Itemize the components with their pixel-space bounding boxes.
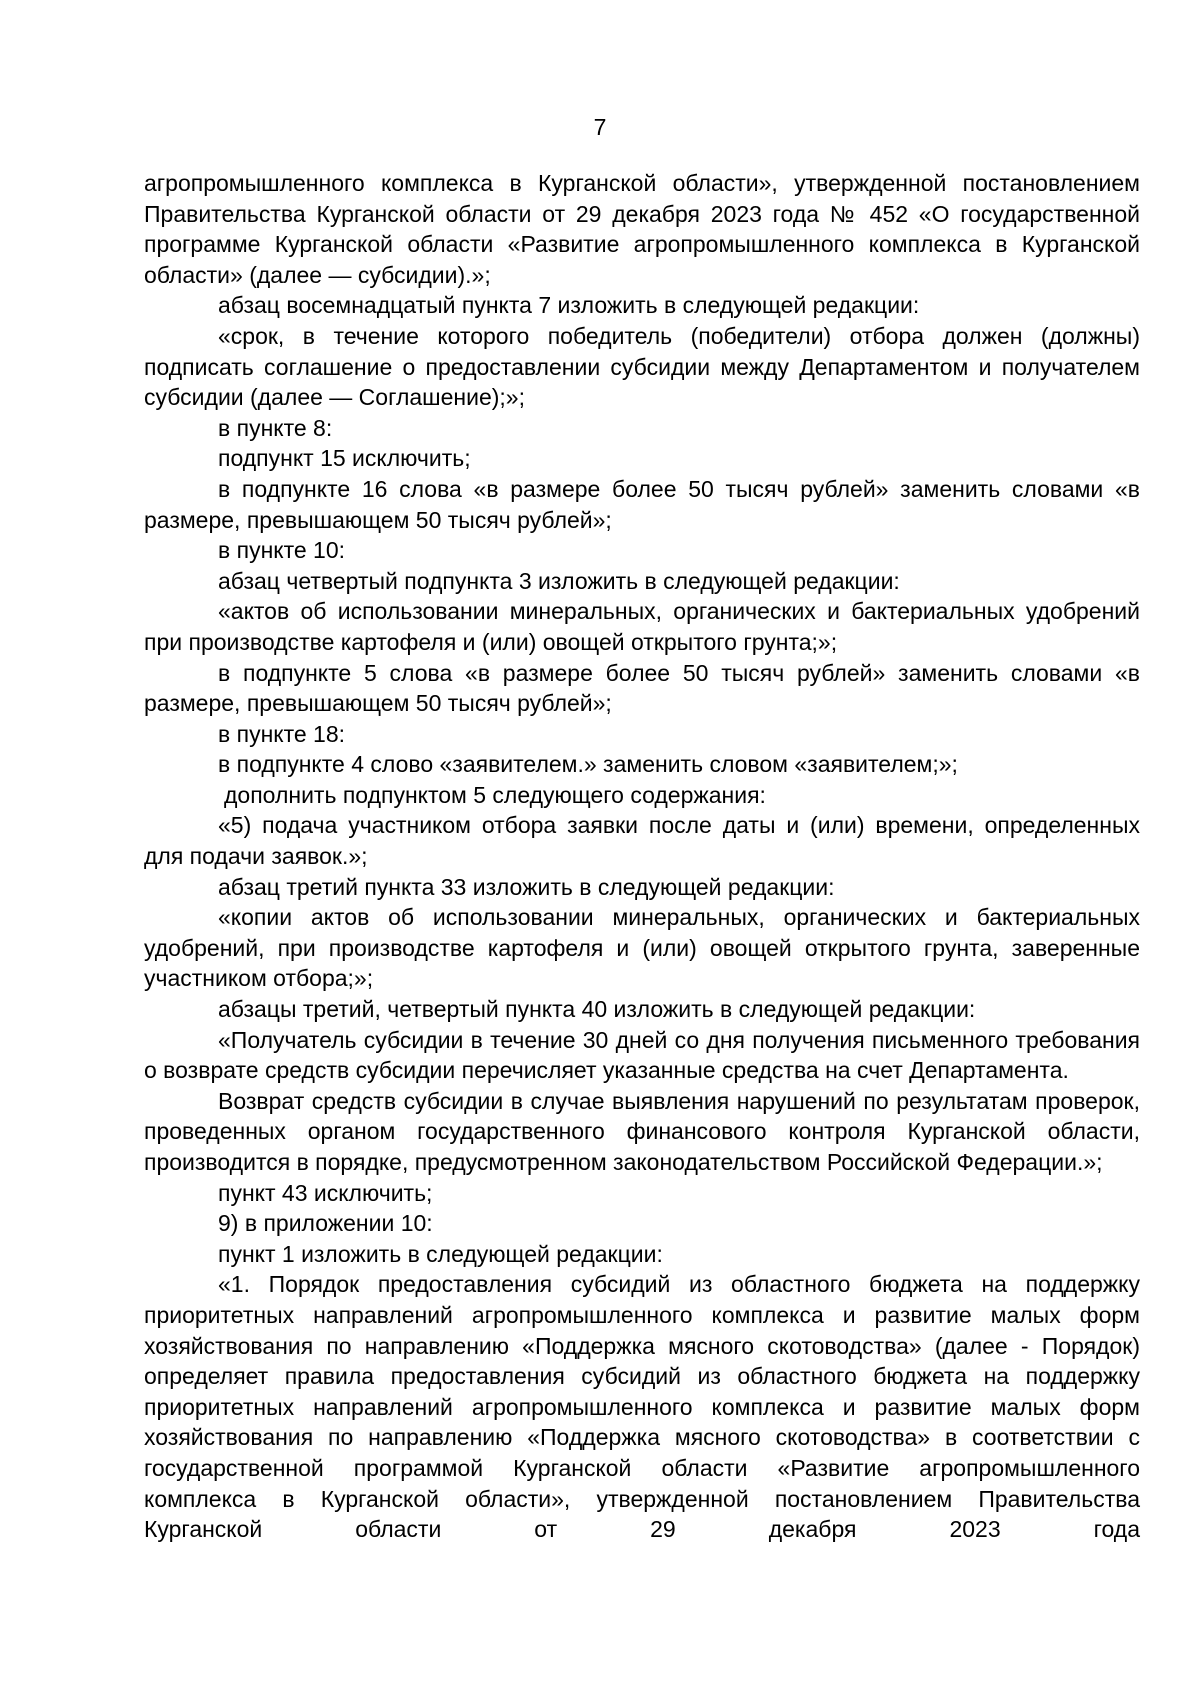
paragraph: «5) подача участником отбора заявки после даты и (или) времени, определенных для подачи заявок.»; (144, 812, 1140, 870)
paragraph: пункт 43 исключить; (218, 1179, 433, 1206)
paragraph: агропромышленного комплекса в Курганской области», утвержденной постановлением Правительства Курганской области от 29 декабря 2023 года № 452 «О государственной программе Курганской области «Развитие агропромышленного комплекса в Курганской области» (далее — субсидии).»; (144, 170, 1140, 288)
paragraph: дополнить подпунктом 5 следующего содержания: (224, 781, 766, 808)
paragraph: в пункте 18: (218, 720, 346, 747)
paragraph: в подпункте 5 слова «в размере более 50 тысяч рублей» заменить словами «в размере, превышающем 50 тысяч рублей»; (144, 659, 1140, 717)
paragraph: абзац четвертый подпункта 3 изложить в следующей редакции: (218, 567, 900, 594)
paragraph: пункт 1 изложить в следующей редакции: (218, 1240, 663, 1267)
paragraph: в подпункте 16 слова «в размере более 50 тысяч рублей» заменить словами «в размере, превышающем 50 тысяч рублей»; (144, 475, 1140, 533)
paragraph: «срок, в течение которого победитель (победители) отбора должен (должны) подписать соглашение о предоставлении субсидии между Департаментом и получателем субсидии (далее — Соглашение);»; (144, 322, 1140, 411)
paragraph: подпункт 15 исключить; (218, 445, 471, 472)
paragraph: «Получатель субсидии в течение 30 дней со дня получения письменного требования о возврате средств субсидии перечисляет указанные средства на счет Департамента. (144, 1026, 1140, 1084)
paragraph: в подпункте 4 слово «заявителем.» заменить словом «заявителем;»; (218, 751, 958, 778)
paragraph: «1. Порядок предоставления субсидий из областного бюджета на поддержку приоритетных направлений агропромышленного комплекса и развитие малых форм хозяйствования по направлению «Поддержка мясного скотоводства» (далее - Порядок) определяет правила предоставления субсидий из областного бюджета на поддержку приоритетных направлений агропромышленного комплекса и развитие малых форм хозяйствования по направлению «Поддержка мясного скотоводства» в соответствии с государственной программой Курганской области «Развитие агропромышленного комплекса в Курганской области», утвержденной постановлением Правительства Курганской области от 29 декабря 2023 года (144, 1271, 1140, 1543)
paragraph: абзац третий пункта 33 изложить в следующей редакции: (218, 873, 835, 900)
paragraph: 9) в приложении 10: (218, 1210, 433, 1237)
paragraph: в пункте 8: (218, 414, 333, 441)
paragraph: «актов об использовании минеральных, органических и бактериальных удобрений при производстве картофеля и (или) овощей открытого грунта;»; (144, 598, 1140, 655)
paragraph: абзац восемнадцатый пункта 7 изложить в следующей редакции: (218, 292, 920, 319)
paragraph: «копии актов об использовании минеральных, органических и бактериальных удобрений, при производстве картофеля и (или) овощей открытого грунта, заверенные участником отбора;»; (144, 904, 1140, 992)
paragraph: в пункте 10: (218, 537, 346, 564)
document-body (144, 168, 1140, 1545)
paragraph: Возврат средств субсидии в случае выявления нарушений по результатам проверок, проведенных органом государственного финансового контроля Курганской области, производится в порядке, предусмотренном законодательством Российской Федерации.»; (144, 1087, 1140, 1175)
page-number: 7 (593, 114, 607, 140)
paragraph: абзацы третий, четвертый пункта 40 изложить в следующей редакции: (218, 996, 976, 1023)
